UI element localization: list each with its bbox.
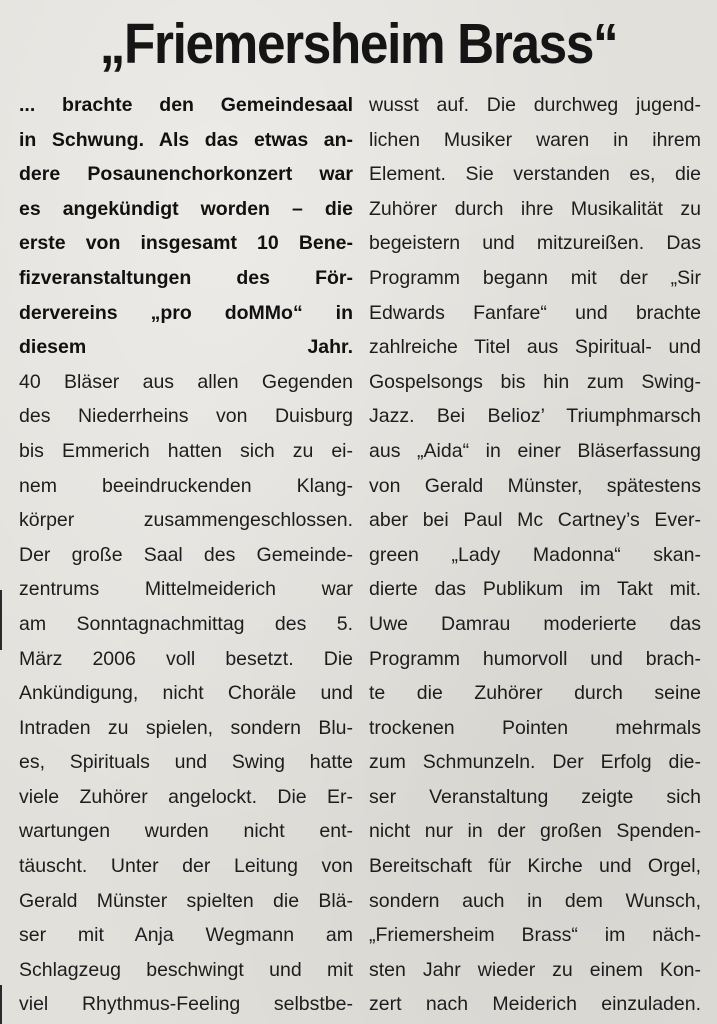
body-text-line: zert nach Meiderich einzuladen. — [369, 993, 701, 1016]
body-text-line: ser mit Anja Wegmann am — [19, 924, 353, 947]
lead-text-line: dervereins „pro doMMo“ in — [19, 301, 353, 324]
lead-text-line: fizveranstaltungen des För- — [19, 266, 353, 289]
body-text-line: Element. Sie verstanden es, die — [369, 163, 701, 186]
body-text-line: Bereitschaft für Kirche und Orgel, — [369, 855, 701, 878]
body-text-line: März 2006 voll besetzt. Die — [19, 647, 353, 670]
body-text-line: nem beeindruckenden Klang- — [19, 474, 353, 497]
body-text-line: bis Emmerich hatten sich zu ei- — [19, 439, 353, 462]
body-text-line: begeistern und mitzureißen. Das — [369, 232, 701, 255]
lead-text-line: erste von insgesamt 10 Bene- — [19, 232, 353, 255]
body-text-line: Uwe Damrau moderierte das — [369, 612, 701, 635]
body-text-line: des Niederrheins von Duisburg — [19, 405, 353, 428]
body-text-line: täuscht. Unter der Leitung von — [19, 855, 353, 878]
body-text-line: es, Spirituals und Swing hatte — [19, 751, 353, 774]
lead-text-line: es angekündigt worden – die — [19, 197, 353, 220]
column-rule-left-edge-lower — [0, 985, 2, 1024]
article-column-right — [369, 88, 701, 1022]
body-text-line: von Gerald Münster, spätestens — [369, 474, 701, 497]
body-text-line: sten Jahr wieder zu einem Kon- — [369, 958, 701, 981]
body-text-line: aber bei Paul Mc Cartney’s Ever- — [369, 509, 701, 532]
lead-text-line: in Schwung. Als das etwas an- — [19, 128, 353, 151]
body-text-line: wusst auf. Die durchweg jugend- — [369, 94, 701, 116]
body-text-line: viele Zuhörer angelockt. Die Er- — [19, 785, 353, 808]
column-rule-left-edge — [0, 590, 2, 650]
article-headline: „Friemersheim Brass“ — [99, 12, 618, 76]
lead-text-line: diesem Jahr. — [19, 336, 353, 359]
body-text-line: „Friemersheim Brass“ im näch- — [369, 924, 701, 947]
body-text-line: viel Rhythmus-Feeling selbstbe- — [19, 993, 353, 1016]
body-text-line: Programm begann mit der „Sir — [369, 266, 701, 289]
body-text-line: Schlagzeug beschwingt und mit — [19, 958, 353, 981]
body-text-line: lichen Musiker waren in ihrem — [369, 128, 701, 151]
body-text-line: nicht nur in der großen Spenden- — [369, 820, 701, 843]
body-text-line: zum Schmunzeln. Der Erfolg die- — [369, 751, 701, 774]
body-text-line: zentrums Mittelmeiderich war — [19, 578, 353, 601]
body-text-line: Edwards Fanfare“ und brachte — [369, 301, 701, 324]
body-text-line: Ankündigung, nicht Choräle und — [19, 682, 353, 705]
body-text-line: Gospelsongs bis hin zum Swing- — [369, 370, 701, 393]
body-text-line: Zuhörer durch ihre Musikalität zu — [369, 197, 701, 220]
lead-text-line: ... brachte den Gemeindesaal — [19, 94, 353, 116]
lead-text-line: dere Posaunenchorkonzert war — [19, 163, 353, 186]
body-text-line: ser Veranstaltung zeigte sich — [369, 785, 701, 808]
body-text-line: te die Zuhörer durch seine — [369, 682, 701, 705]
body-text-line: Gerald Münster spielten die Blä- — [19, 889, 353, 912]
body-text-line: Der große Saal des Gemeinde- — [19, 543, 353, 566]
body-text-line: Intraden zu spielen, sondern Blu- — [19, 716, 353, 739]
body-text-line: wartungen wurden nicht ent- — [19, 820, 353, 843]
body-text-line: Programm humorvoll und brach- — [369, 647, 701, 670]
body-text-line: sondern auch in dem Wunsch, — [369, 889, 701, 912]
body-text-line: Jazz. Bei Belioz’ Triumphmarsch — [369, 405, 701, 428]
body-text-line: trockenen Pointen mehrmals — [369, 716, 701, 739]
body-text-line: 40 Bläser aus allen Gegenden — [19, 370, 353, 393]
body-text-line: dierte das Publikum im Takt mit. — [369, 578, 701, 601]
body-text-line: körper zusammengeschlossen. — [19, 509, 353, 532]
body-text-line: green „Lady Madonna“ skan- — [369, 543, 701, 566]
body-text-line: am Sonntagnachmittag des 5. — [19, 612, 353, 635]
body-text-line: aus „Aida“ in einer Bläserfassung — [369, 439, 701, 462]
body-text-line: zahlreiche Titel aus Spiritual- und — [369, 336, 701, 359]
article-column-left — [19, 88, 353, 1022]
